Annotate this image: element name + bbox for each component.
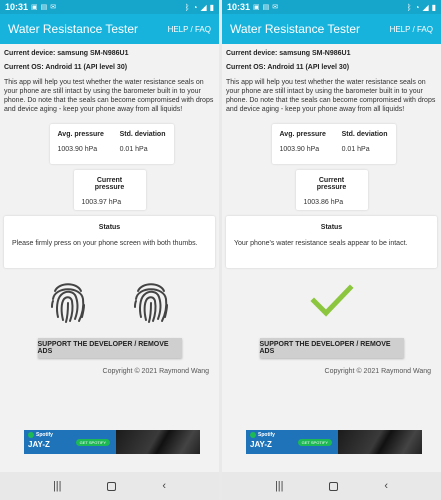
fingerprint-area	[0, 268, 219, 334]
recent-apps-button[interactable]: |||	[274, 480, 284, 492]
status-card	[4, 216, 215, 268]
checkmark-icon	[310, 284, 354, 318]
home-button[interactable]	[329, 482, 338, 491]
current-os: Current OS: Android 11 (API level 30)	[4, 64, 128, 71]
ad-brand: Spotify	[258, 432, 275, 438]
copyright-text: Copyright © 2021 Raymond Wang	[324, 368, 431, 375]
help-faq-button[interactable]: HELP / FAQ	[389, 24, 433, 34]
support-developer-button[interactable]: SUPPORT THE DEVELOPER / REMOVE ADS	[260, 338, 404, 358]
current-pressure-value: 1003.86 hPa	[303, 199, 344, 206]
status-card	[226, 216, 437, 268]
home-button[interactable]	[107, 482, 116, 491]
ad-cta-button[interactable]: GET SPOTIFY	[76, 439, 110, 446]
main-content	[222, 44, 441, 210]
std-deviation-value: 0.01 hPa	[341, 146, 370, 153]
sim-icon: ▤	[262, 4, 270, 11]
avg-pressure-label: Avg. pressure	[57, 131, 104, 138]
status-right-icons	[407, 3, 436, 12]
ad-banner[interactable]	[24, 430, 200, 454]
nav-bar	[0, 472, 219, 500]
avg-pressure-value: 1003.90 hPa	[57, 146, 98, 153]
status-text: Your phone's water resistance seals appear to be intact.	[234, 240, 408, 247]
main-content	[0, 44, 219, 210]
status-text: Please firmly press on your phone screen with both thumbs.	[12, 240, 198, 247]
status-bar	[222, 0, 441, 14]
ad-banner[interactable]	[246, 430, 422, 454]
status-time: 10:31	[227, 2, 251, 12]
avg-pressure-value: 1003.90 hPa	[279, 146, 320, 153]
sim-icon: ▤	[40, 4, 48, 11]
avg-pressure-label: Avg. pressure	[279, 131, 326, 138]
back-button[interactable]: ‹	[384, 480, 389, 492]
ad-cta-button[interactable]: GET SPOTIFY	[298, 439, 332, 446]
current-os: Current OS: Android 11 (API level 30)	[226, 64, 350, 71]
app-description: This app will help you test whether the water resistance seals on your phone are still intact by using the barometer built in to your phone. Do note that the seals can become compromised with drops and device aging - keep your phone away from all liquids!	[4, 79, 214, 113]
pressure-stats-card	[272, 124, 396, 164]
current-pressure-card	[296, 170, 368, 210]
mail-icon: ✉	[50, 4, 57, 11]
mail-icon: ✉	[272, 4, 279, 11]
phone-screen-right	[222, 0, 441, 500]
ad-artist: JAY-Z	[28, 440, 50, 449]
ad-brand: Spotify	[36, 432, 53, 438]
app-bar	[222, 14, 441, 44]
spotify-logo-icon	[250, 432, 256, 438]
app-bar	[0, 14, 219, 44]
current-pressure-label: Current pressure	[94, 177, 125, 191]
recent-apps-button[interactable]: |||	[52, 480, 62, 492]
back-button[interactable]: ‹	[162, 480, 167, 492]
spotify-logo-icon	[28, 432, 34, 438]
app-title: Water Resistance Tester	[230, 22, 361, 36]
help-faq-button[interactable]: HELP / FAQ	[167, 24, 211, 34]
wifi-icon: ◔	[414, 2, 420, 12]
wifi-icon: ◔	[192, 2, 198, 12]
bluetooth-icon: ᛒ	[184, 2, 190, 12]
status-right-icons	[185, 3, 214, 12]
std-deviation-value: 0.01 hPa	[119, 146, 148, 153]
image-icon: ▣	[31, 4, 38, 11]
support-developer-button[interactable]: SUPPORT THE DEVELOPER / REMOVE ADS	[38, 338, 182, 358]
battery-icon: ▮	[209, 2, 214, 12]
status-label: Status	[98, 224, 121, 231]
app-title: Water Resistance Tester	[8, 22, 139, 36]
current-device: Current device: samsung SM-N986U1	[4, 50, 129, 57]
phone-screen-left	[0, 0, 219, 500]
ad-photo	[338, 430, 422, 454]
fingerprint-icon	[49, 277, 87, 325]
copyright-text: Copyright © 2021 Raymond Wang	[102, 368, 209, 375]
image-icon: ▣	[253, 4, 260, 11]
status-label: Status	[320, 224, 343, 231]
current-device: Current device: samsung SM-N986U1	[226, 50, 351, 57]
status-time: 10:31	[5, 2, 29, 12]
result-area	[222, 268, 441, 334]
pressure-stats-card	[50, 124, 174, 164]
app-description: This app will help you test whether the water resistance seals on your phone are still intact by using the barometer built in to your phone. Do note that the seals can become compromised with drops and device aging - keep your phone away from all liquids!	[226, 79, 436, 113]
ad-photo	[116, 430, 200, 454]
nav-bar	[222, 472, 441, 500]
signal-icon: ◢	[200, 2, 207, 12]
ad-artist: JAY-Z	[250, 440, 272, 449]
fingerprint-icon	[132, 277, 170, 325]
battery-icon: ▮	[431, 2, 436, 12]
status-bar	[0, 0, 219, 14]
current-pressure-card	[74, 170, 146, 210]
std-deviation-label: Std. deviation	[119, 131, 166, 138]
signal-icon: ◢	[422, 2, 429, 12]
bluetooth-icon: ᛒ	[406, 2, 412, 12]
std-deviation-label: Std. deviation	[341, 131, 388, 138]
current-pressure-label: Current pressure	[316, 177, 347, 191]
current-pressure-value: 1003.97 hPa	[81, 199, 122, 206]
